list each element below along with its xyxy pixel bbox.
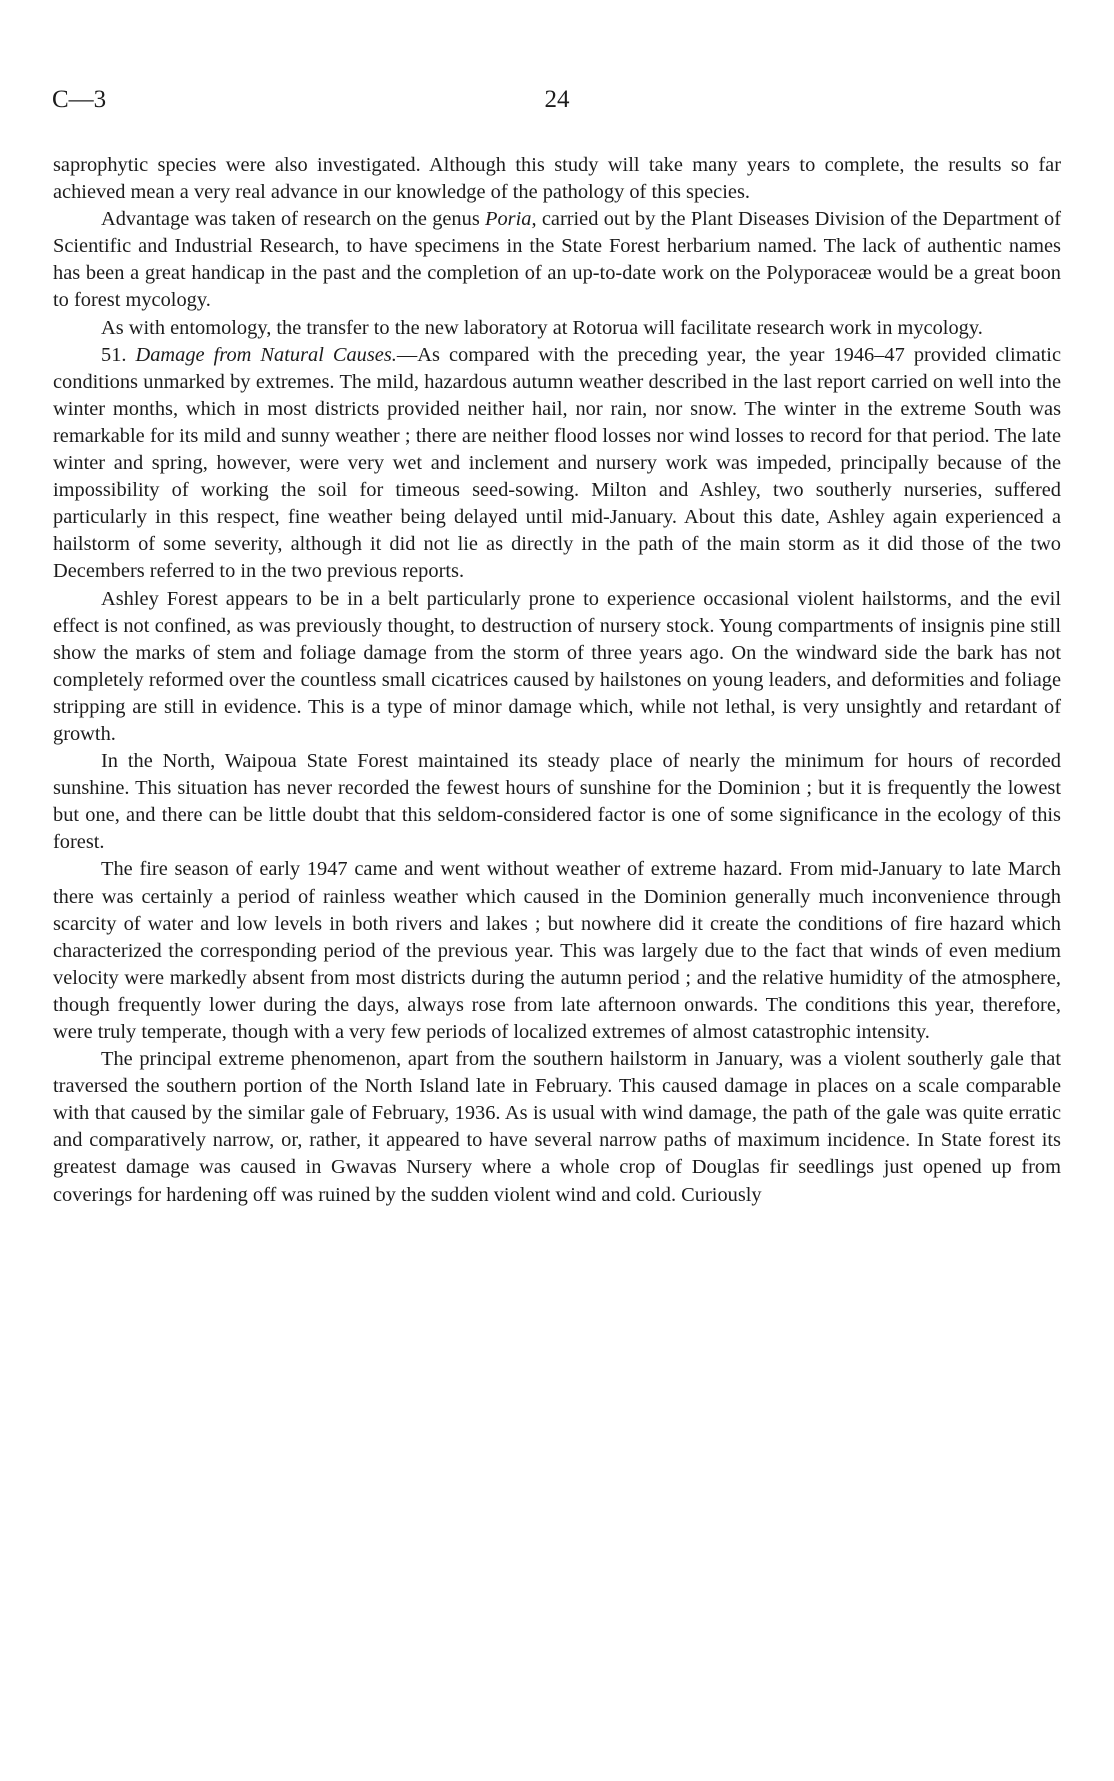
section-heading: Damage from Natural Causes.	[135, 343, 397, 366]
paragraph: In the North, Waipoua State Forest maintained its steady place of nearly the minimum for hours of recorded sunshine. This situation has never recorded the fewest hours of sunshine for the Dominion ; but it is frequently the lowest but one, and there can be little doubt that this seldom-considered factor is one of some significance in the ecology of this forest.	[53, 750, 1061, 854]
paragraph: The principal extreme phenomenon, apart from the southern hailstorm in January, was a violent southerly gale that traversed the southern portion of the North Island late in February. This caused damage in places on a scale comparable with that caused by the similar gale of February, 1936. As is usual with wind damage, the path of the gale was quite erratic and comparatively narrow, or, rather, it appeared to have several narrow paths of maximum incidence. In State forest its greatest damage was caused in Gwavas Nursery where a whole crop of Douglas fir seedlings just opened up from coverings for hardening off was ruined by the sudden violent wind and cold. Curiously	[53, 1048, 1061, 1206]
paragraph-text: Advantage was taken of research on the genus	[101, 208, 486, 231]
paragraph: The fire season of early 1947 came and went without weather of extreme hazard. From mid-January to late March there was certainly a period of rainless weather which caused in the Dominion generally much inconvenience through scarcity of water and low levels in both rivers and lakes ; but nowhere did it create the conditions of fire hazard which characterized the corresponding period of the previous year. This was largely due to the fact that winds of even medium velocity were markedly absent from most districts during the autumn period ; and the relative humidity of the atmosphere, though frequently lower during the days, always rose from late afternoon onwards. The conditions this year, therefore, were truly temperate, though with a very few periods of localized extremes of almost catastrophic intensity.	[53, 858, 1061, 1043]
paragraph: saprophytic species were also investigated. Although this study will take many years to complete, the results so far achieved mean a very real advance in our knowledge of the pathology of this species.	[53, 154, 1061, 204]
paragraph: As with entomology, the transfer to the new laboratory at Rotorua will facilitate research work in mycology.	[101, 316, 983, 339]
page-number: 24	[544, 86, 570, 113]
page-header	[52, 86, 1062, 120]
paragraph	[53, 206, 1061, 314]
paragraph	[53, 342, 1061, 586]
paragraph-text: , carried out by the Plant Diseases Division of the Department of Scientific and Industrial Research, to have specimens in the State Forest herbarium named. The lack of authentic names has been a great handicap in the past and the completion of an up-to-date work on the Polyporaceæ would be a great boon to forest mycology.	[53, 208, 1061, 312]
body-text	[53, 152, 1061, 1209]
section-number: 51.	[101, 343, 136, 366]
document-reference: C—3	[52, 86, 107, 113]
genus-name: Poria	[485, 208, 532, 231]
paragraph: Ashley Forest appears to be in a belt particularly prone to experience occasional violent hailstorms, and the evil effect is not confined, as was previously thought, to destruction of nursery stock. Young compartments of insignis pine still show the marks of stem and foliage damage from the storm of three years ago. On the windward side the bark has not completely reformed over the countless small cicatrices caused by hailstones on young leaders, and deformities and foliage stripping are still in evidence. This is a type of minor damage which, while not lethal, is very unsightly and retardant of growth.	[53, 587, 1061, 745]
paragraph-text: —As compared with the preceding year, the year 1946–47 provided climatic conditions unmarked by extremes. The mild, hazardous autumn weather described in the last report carried on well into the winter months, which in most districts provided neither hail, nor rain, nor snow. The winter in the extreme South was remarkable for its mild and sunny weather ; there are neither flood losses nor wind losses to record for that period. The late winter and spring, however, were very wet and inclement and nursery work was impeded, principally because of the impossibility of working the soil for timeous seed-sowing. Milton and Ashley, two southerly nurseries, suffered particularly in this respect, fine weather being delayed until mid-January. About this date, Ashley again experienced a hailstorm of some severity, although it did not lie as directly in the path of the main storm as it did those of the two Decembers referred to in the two previous reports.	[53, 343, 1061, 583]
